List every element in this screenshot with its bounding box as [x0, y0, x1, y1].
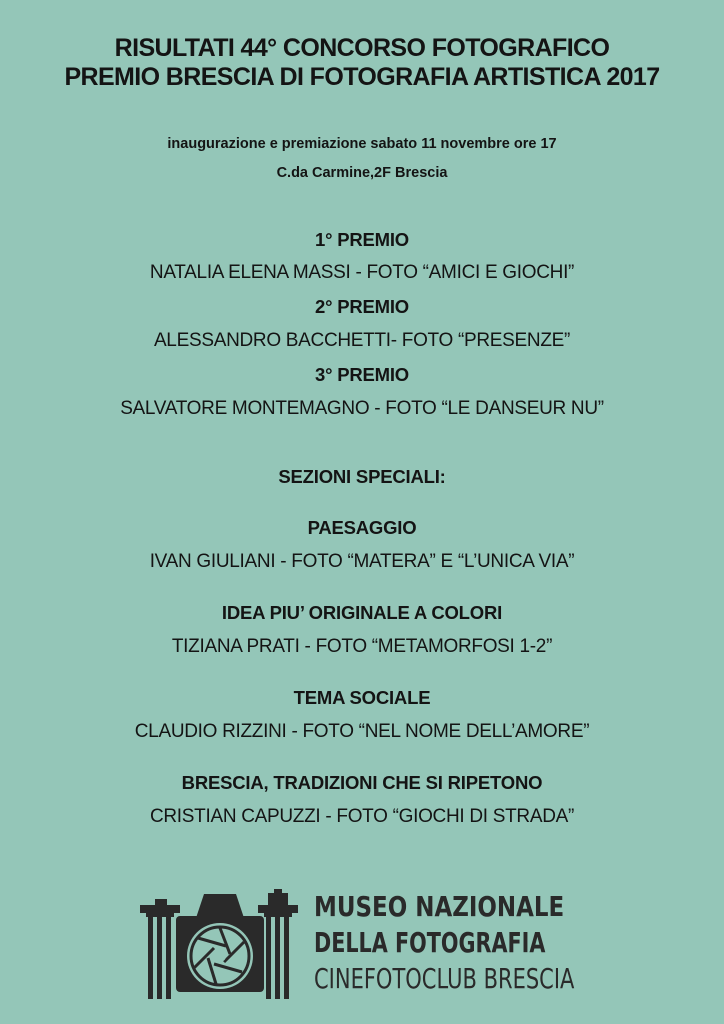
prize-2-winner: ALESSANDRO BACCHETTI- FOTO “PRESENZE”	[153, 330, 571, 351]
prize-3-winner: SALVATORE MONTEMAGNO - FOTO “LE DANSEUR NU”	[120, 398, 604, 419]
special-section-4-title: BRESCIA, TRADIZIONI CHE SI RIPETONO	[181, 772, 543, 793]
inauguration-info: inaugurazione e premiazione sabato 11 novembre ore 17	[167, 136, 557, 152]
special-section-3-title: TEMA SOCIALE	[293, 687, 431, 708]
poster-title-line-2: PREMIO BRESCIA DI FOTOGRAFIA ARTISTICA 2017	[64, 63, 660, 91]
special-section-2-title: IDEA PIU’ ORIGINALE A COLORI	[221, 602, 503, 623]
camera-temple-icon	[138, 888, 300, 1003]
special-sections-heading: SEZIONI SPECIALI:	[278, 466, 446, 487]
special-section-2-winner: TIZIANA PRATI - FOTO “METAMORFOSI 1-2”	[171, 636, 553, 657]
special-section-3-winner: CLAUDIO RIZZINI - FOTO “NEL NOME DELL’AMORE”	[134, 721, 590, 742]
poster-title-line-1: RISULTATI 44° CONCORSO FOTOGRAFICO	[114, 34, 610, 62]
logo-text-photography: DELLA FOTOGRAFIA	[314, 926, 546, 959]
prize-1-winner: NATALIA ELENA MASSI - FOTO “AMICI E GIOCHI”	[149, 262, 575, 283]
museum-logo	[138, 888, 588, 1003]
logo-text-museum: MUSEO NAZIONALE	[314, 890, 565, 923]
prize-3-title: 3° PREMIO	[314, 364, 409, 385]
prize-2-title: 2° PREMIO	[314, 296, 409, 317]
logo-text-club: CINEFOTOCLUB BRESCIA	[314, 962, 575, 995]
prize-1-title: 1° PREMIO	[314, 229, 409, 250]
special-section-1-winner: IVAN GIULIANI - FOTO “MATERA” E “L’UNICA VIA”	[149, 551, 575, 572]
event-address: C.da Carmine,2F Brescia	[276, 165, 448, 181]
special-section-4-winner: CRISTIAN CAPUZZI - FOTO “GIOCHI DI STRADA”	[149, 806, 575, 827]
special-section-1-title: PAESAGGIO	[307, 517, 417, 538]
